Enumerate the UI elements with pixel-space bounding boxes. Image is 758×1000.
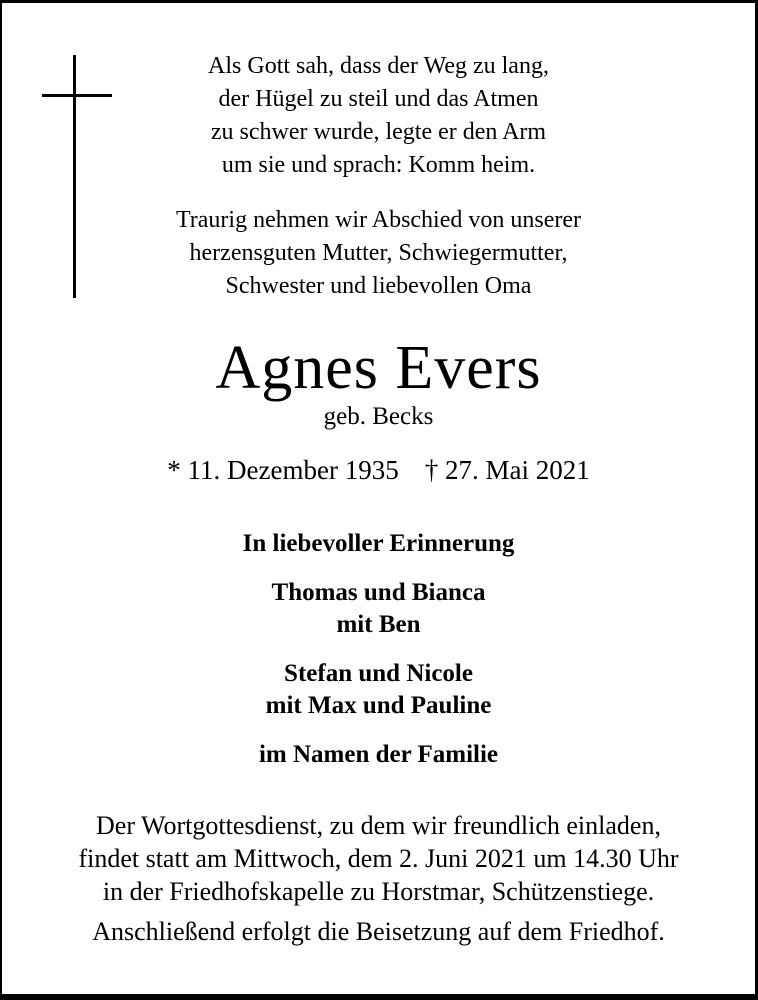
death-date: † 27. Mai 2021 <box>424 455 590 485</box>
memorial-section <box>2 528 755 771</box>
memorial-title: In liebevoller Erinnerung <box>242 530 515 557</box>
mourner-names: Stefan und Nicole <box>284 660 473 687</box>
life-dates <box>2 454 755 486</box>
opening-verse <box>2 50 755 182</box>
mourner-group <box>2 577 755 641</box>
cross-icon-vertical-bar <box>73 55 76 298</box>
service-announcement <box>2 809 755 908</box>
verse-line: um sie und sprach: Komm heim. <box>221 152 536 178</box>
service-line: findet statt am Mittwoch, dem 2. Juni 2021 um 14.30 Uhr <box>78 844 679 873</box>
verse-line: zu schwer wurde, legte er den Arm <box>210 119 547 145</box>
service-line: Der Wortgottesdienst, zu dem wir freundlich einladen, <box>96 811 661 840</box>
memorial-closing: im Namen der Familie <box>258 741 499 768</box>
maiden-name: geb. Becks <box>323 403 434 430</box>
deceased-name: Agnes Evers <box>215 334 542 402</box>
mourner-children: mit Max und Pauline <box>265 692 492 719</box>
verse-line: Als Gott sah, dass der Weg zu lang, <box>208 53 549 79</box>
farewell-line: Schwester und liebevollen Oma <box>225 273 532 299</box>
service-line: in der Friedhofskapelle zu Horstmar, Schützenstiege. <box>102 877 655 906</box>
mourner-group <box>2 658 755 722</box>
mourner-names: Thomas und Bianca <box>271 579 486 606</box>
cross-icon-horizontal-bar <box>42 94 112 97</box>
farewell-line: herzensguten Mutter, Schwiegermutter, <box>189 240 568 266</box>
birth-date: * 11. Dezember 1935 <box>167 455 399 485</box>
verse-line: der Hügel zu steil und das Atmen <box>218 86 539 112</box>
farewell-text <box>2 204 755 303</box>
burial-announcement: Anschließend erfolgt die Beisetzung auf dem Friedhof. <box>92 917 665 946</box>
mourner-children: mit Ben <box>336 611 421 638</box>
farewell-line: Traurig nehmen wir Abschied von unserer <box>175 207 582 233</box>
